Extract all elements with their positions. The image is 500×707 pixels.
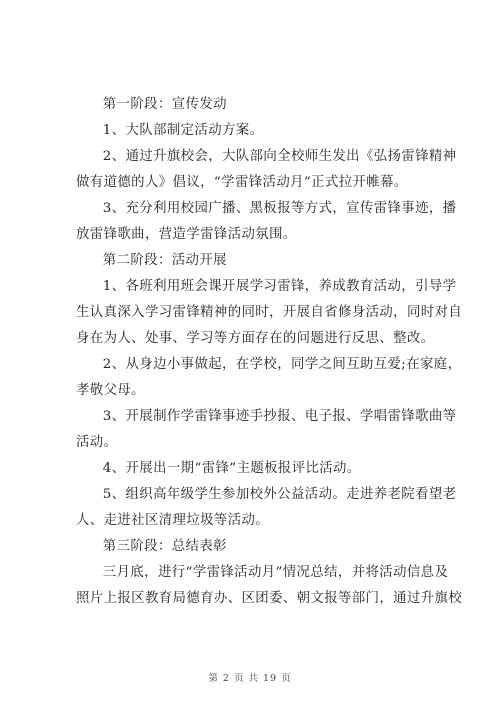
paragraph-line: 身在为人、处事、学习等方面存在的问题进行反思、整改。 [76,331,435,346]
paragraph-line: 第一阶段：宣传发动 [89,97,227,112]
paragraph-line: 2、从身边小事做起，在学校，同学之间互助互爱;在家庭， [89,357,462,372]
paragraph-stage1-item2 [76,144,457,196]
paragraph-stage3-body [76,560,463,612]
paragraph-line: 4、开展出一期“雷锋”主题板报评比活动。 [89,461,361,476]
paragraph-line: 第三阶段：总结表彰 [89,539,227,554]
paragraph-line: 第二阶段：活动开展 [89,253,227,268]
paragraph-line: 放雷锋歌曲，营造学雷锋活动氛围。 [76,227,297,242]
paragraph-line: 人、走进社区清理垃圾等活动。 [76,513,270,528]
paragraph-line: 3、充分利用校园广播、黑板报等方式，宣传雷锋事迹，播 [89,201,457,216]
paragraph-line: 活动。 [76,435,118,450]
paragraph-line: 3、开展制作学雷锋事迹手抄报、电子报、学唱雷锋歌曲等 [89,409,457,424]
paragraph-stage2-item2 [76,352,462,404]
paragraph-line: 1、大队部制定活动方案。 [89,123,264,138]
paragraph-stage2-item5 [76,482,457,534]
paragraph-stage2-item4 [89,456,411,482]
paragraph-stage2-title [89,248,411,274]
paragraph-stage2-item3 [76,404,457,456]
paragraph-line: 1、各班利用班会课开展学习雷锋，养成教育活动，引导学 [89,279,457,294]
paragraph-line: 5、组织高年级学生参加校外公益活动。走进养老院看望老 [89,487,457,502]
paragraph-line: 孝敬父母。 [76,383,145,398]
paragraph-line: 2、通过升旗校会，大队部向全校师生发出《弘扬雷锋精神 [89,149,457,164]
paragraph-line: 照片上报区教育局德育办、区团委、朝文报等部门，通过升旗校 [76,591,463,606]
paragraph-line: 做有道德的人》倡议，“学雷锋活动月”正式拉开帷幕。 [76,175,408,190]
paragraph-stage2-item1 [76,274,463,352]
paragraph-stage3-title [89,534,411,560]
paragraph-line: 生认真深入学习雷锋精神的同时，开展自省修身活动，同时对自 [76,305,463,320]
page-footer: 第 2 页 共 19 页 [208,673,292,684]
paragraph-stage1-title [89,92,411,118]
paragraph-line: 三月底，进行“学雷锋活动月”情况总结，并将活动信息及 [89,565,449,580]
paragraph-stage1-item3 [76,196,457,248]
paragraph-stage1-item1 [89,118,411,144]
